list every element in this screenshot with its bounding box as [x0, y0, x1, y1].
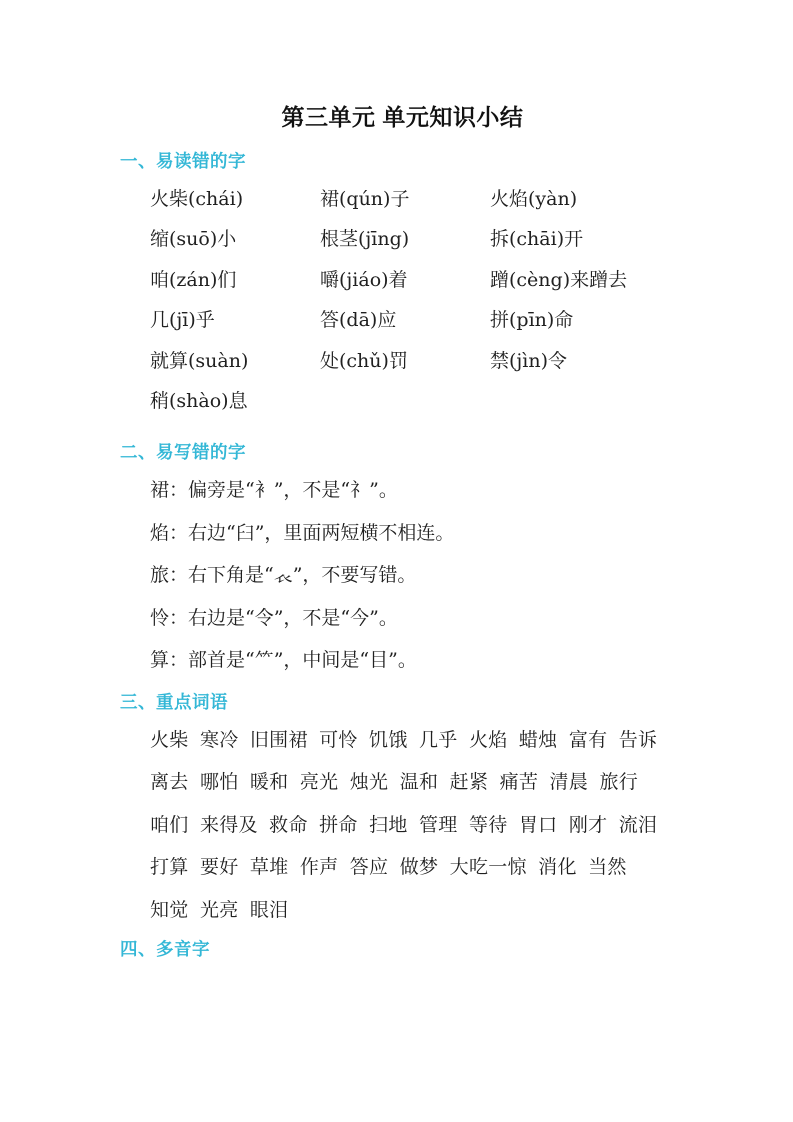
- text-line: 离去 哪怕 暖和 亮光 烛光 温和 赶紧 痛苦 清晨 旅行: [150, 771, 639, 794]
- word-item: 嚼(jiáo)着: [320, 268, 408, 291]
- text-line: 知觉 光亮 眼泪: [150, 898, 289, 921]
- word-item: 咱(zán)们: [150, 268, 237, 291]
- text-line: 算：部首是“⺮”，中间是“目”。: [150, 649, 417, 672]
- text-line: 裙：偏旁是“衤”，不是“礻”。: [150, 479, 398, 502]
- text-line: 怜：右边是“令”，不是“今”。: [150, 606, 398, 629]
- word-item: 处(chǔ)罚: [320, 349, 408, 372]
- text-line: 火柴 寒冷 旧围裙 可怜 饥饿 几乎 火焰 蜡烛 富有 告诉: [150, 728, 658, 751]
- word-item: 答(dā)应: [320, 309, 397, 332]
- section-heading-key-words: 三、重点词语: [120, 691, 228, 712]
- pinyin-word-grid: [150, 179, 685, 421]
- word-item: 稍(shào)息: [150, 390, 248, 413]
- section-heading-polyphonic: 四、多音字: [120, 939, 210, 960]
- word-item: 火焰(yàn): [490, 188, 578, 210]
- section-heading-easy-misread: 一、易读错的字: [120, 151, 246, 171]
- word-item: 拼(pīn)命: [490, 309, 574, 332]
- word-item: 就算(suàn): [150, 349, 249, 372]
- section-easy-misread-characters: [120, 150, 685, 421]
- word-item: 几(jī)乎: [150, 309, 215, 332]
- word-item: 裙(qún)子: [320, 188, 410, 210]
- text-line: 打算 要好 草堆 作声 答应 做梦 大吃一惊 消化 当然: [150, 856, 627, 879]
- word-item: 蹭(cèng)来蹭去: [490, 268, 628, 291]
- word-item: 火柴(chái): [150, 188, 244, 210]
- text-line: 咱们 来得及 救命 拼命 扫地 管理 等待 胃口 刚才 流泪: [150, 813, 658, 836]
- page-title: 第三单元 单元知识小结: [281, 104, 524, 130]
- word-item: 根茎(jīng): [320, 228, 410, 251]
- word-item: 禁(jìn)令: [490, 349, 568, 372]
- word-item: 拆(chāi)开: [490, 228, 584, 251]
- key-words-list: [150, 719, 685, 932]
- miswrite-notes-list: [150, 469, 685, 682]
- section-easy-miswrite-characters: [120, 441, 685, 682]
- word-item: 缩(suō)小: [150, 228, 237, 251]
- section-heading-easy-miswrite: 二、易写错的字: [120, 442, 246, 463]
- text-line: 旅：右下角是“𧘇”，不要写错。: [150, 564, 417, 587]
- section-polyphonic-characters: [120, 938, 685, 960]
- section-key-words: [120, 691, 685, 932]
- text-line: 焰：右边“臼”，里面两短横不相连。: [150, 521, 455, 544]
